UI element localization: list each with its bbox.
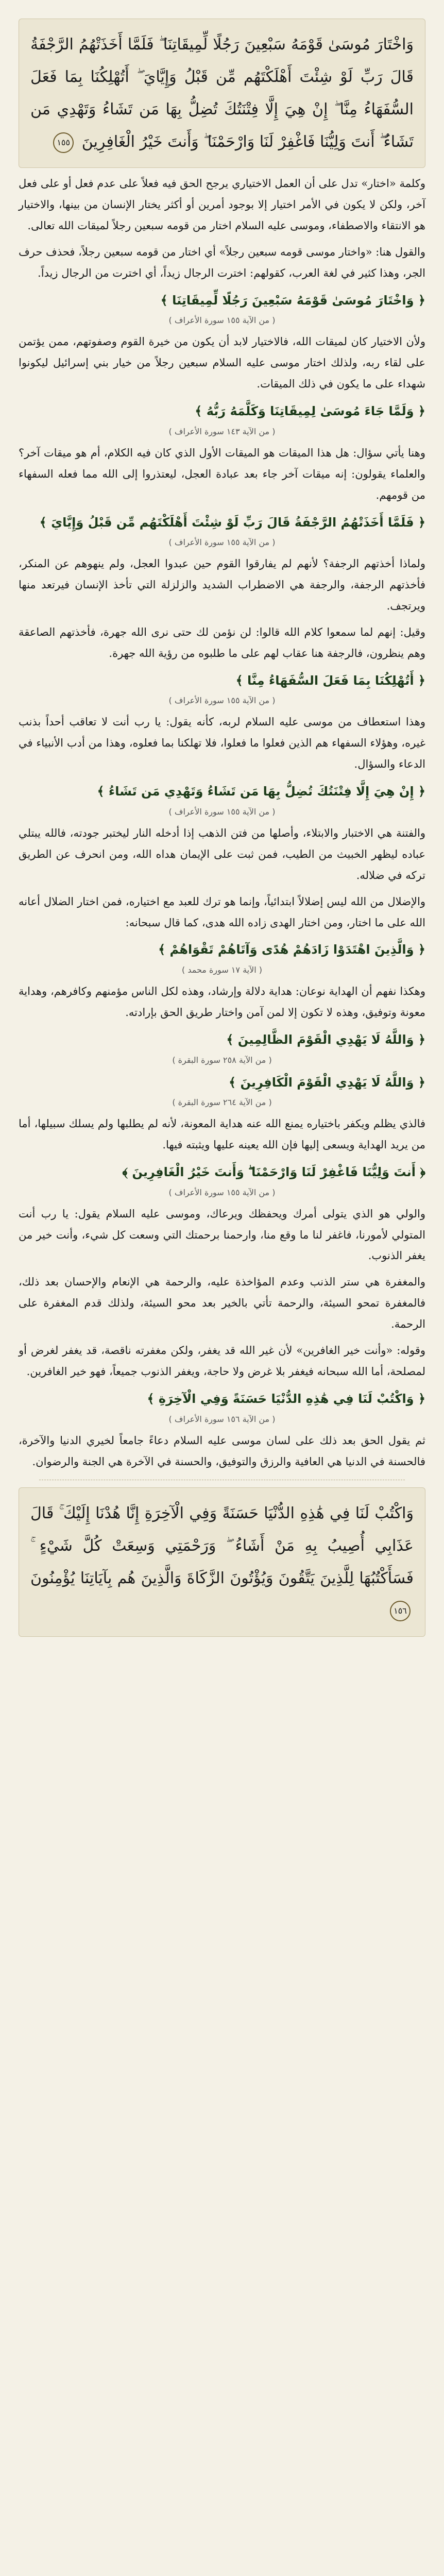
commentary-body — [19, 173, 425, 1472]
quoted-verse: ﴿ إِنْ هِيَ إِلَّا فِتْنَتُكَ تُضِلُّ بِهَا مَن تَشَاءُ وَتَهْدِي مَن تَشَاءُ ﴾ — [97, 784, 425, 799]
quoted-verse: ﴿ أَتُهْلِكُنَا بِمَا فَعَلَ السُّفَهَاءُ مِنَّا ﴾ — [235, 673, 425, 688]
verse-citation: ( من الآية ١٥٦ سورة الأعراف ) — [168, 1414, 276, 1424]
quoted-verse: ﴿ وَاخْتَارَ مُوسَىٰ قَوْمَهُ سَبْعِينَ رَجُلًا لِّمِيقَاتِنَا ﴾ — [160, 293, 425, 308]
verse-citation: ( من الآية ١٥٥ سورة الأعراف ) — [168, 537, 276, 548]
commentary-paragraph: والمغفرة هي ستر الذنب وعدم المؤاخذة عليه، والرحمة هي الإنعام والإحسان بعد ذلك، فالمغفرة تمحو السيئة، والرحمة تأتي بالخير بعد محو السيئة، ولذلك قدم المغفرة على الرحمة. — [19, 1276, 425, 1331]
verse-citation: ( من الآية ٢٥٨ سورة البقرة ) — [172, 1055, 272, 1065]
quoted-verse: ﴿ وَاللَّهُ لَا يَهْدِي الْقَوْمَ الظَّالِمِينَ ﴾ — [226, 1032, 425, 1047]
opening-verse-block — [19, 19, 425, 168]
commentary-paragraph: والإضلال من الله ليس إضلالاً ابتدائياً، وإنما هو ترك للعبد مع اختياره، فمن اختار الضلال أعانه الله على ما اختار، ومن اختار الهدى زاده الله هدى، كما قال سبحانه: — [19, 895, 425, 929]
quoted-verse: ﴿ فَلَمَّا أَخَذَتْهُمُ الرَّجْفَةُ قَالَ رَبِّ لَوْ شِئْتَ أَهْلَكْتَهُم مِّن قَبْلُ وَإِيَّايَ ﴾ — [39, 515, 425, 530]
commentary-paragraph: والقول هنا: «واختار موسى قومه سبعين رجلاً» أي اختار من قومه سبعين رجلاً، فحذف حرف الجر، وهذا كثير في لغة العرب، كقولهم: اخترت الرجال زيداً، أي اخترت من الرجال زيداً. — [19, 245, 425, 279]
verse-citation: ( من الآية ٢٦٤ سورة البقرة ) — [172, 1097, 272, 1108]
quoted-verse: ﴿ وَالَّذِينَ اهْتَدَوْا زَادَهُمْ هُدًى وَآتَاهُمْ تَقْوَاهُمْ ﴾ — [158, 942, 425, 957]
verse-number-marker: ١٥٥ — [53, 132, 74, 153]
commentary-paragraph: وكلمة «اختار» تدل على أن العمل الاختياري يرجح الحق فيه فعلاً على عدم فعل أو على فعل آخر، ولكن لا يكون في الأمر اختيار إلا بوجود أمرين أو أكثر يختار الإنسان من بينها، والاختيار هو الانتقاء والاصطفاء، وموسى عليه السلام اختار من قومه سبعين رجلاً لميقات الله تعالى. — [19, 177, 425, 232]
commentary-paragraph: وقوله: «وأنت خير الغافرين» لأن غير الله قد يغفر، ولكن مغفرته ناقصة، قد يغفر لغرض أو لمصلحة، أما الله سبحانه فيغفر بلا غرض ولا حاجة، ويغفر الذنوب جميعاً، فهو خير الغافرين. — [19, 1344, 425, 1378]
quoted-verse: ﴿ وَلَمَّا جَاءَ مُوسَىٰ لِمِيقَاتِنَا وَكَلَّمَهُ رَبُّهُ ﴾ — [195, 404, 425, 419]
commentary-paragraph: وقيل: إنهم لما سمعوا كلام الله قالوا: لن نؤمن لك حتى نرى الله جهرة، فأخذتهم الصاعقة وهم ينظرون، فالرجفة هنا عقاب لهم على ما طلبوه من رؤية الله جهرة. — [19, 625, 425, 659]
commentary-paragraph: ثم يقول الحق بعد ذلك على لسان موسى عليه السلام دعاءً جامعاً لخيري الدنيا والآخرة، فالحسنة في الدنيا هي العافية والرزق والتوفيق، والحسنة في الآخرة هي الجنة والرضوان. — [19, 1434, 425, 1468]
commentary-paragraph: ولأن الاختيار كان لميقات الله، فالاختيار لابد أن يكون من خيرة القوم وصفوتهم، ممن يؤتمن على لقاء ربه، ولذلك اختار موسى عليه السلام سبعين رجلاً من خيار بني إسرائيل ليكونوا شهداء على ما يكون في ذلك الميقات. — [19, 335, 425, 391]
commentary-paragraph: ولماذا أخذتهم الرجفة؟ لأنهم لم يفارقوا القوم حين عبدوا العجل، ولم ينهوهم عن المنكر، فأخذتهم الرجفة، والرجفة هي الاضطراب الشديد والزلزلة التي تأخذ الإنسان فيرتعد منها ويرتجف. — [19, 557, 425, 612]
commentary-paragraph: وهنا يأتي سؤال: هل هذا الميقات هو الميقات الأول الذي كان فيه الكلام، أم هو ميقات آخر؟ والعلماء يقولون: إنه ميقات آخر جاء بعد عبادة العجل، ليعتذروا إلى الله مما فعله السفهاء من قومهم. — [19, 446, 425, 501]
commentary-paragraph: فالذي يظلم ويكفر باختياره يمنع الله عنه هداية المعونة، لأنه لم يطلبها ولم يسلك سبيلها، أما من يريد الهداية ويسعى إليها فإن الله يعينه عليها ويثبته فيها. — [19, 1117, 425, 1151]
verse-citation: ( من الآية ١٤٣ سورة الأعراف ) — [168, 426, 276, 436]
closing-verse-block — [19, 1487, 425, 1637]
quoted-verse: ﴿ أَنتَ وَلِيُّنَا فَاغْفِرْ لَنَا وَارْحَمْنَا ۖ وَأَنتَ خَيْرُ الْغَافِرِينَ ﴾ — [122, 1165, 425, 1179]
verse-citation: ( من الآية ١٥٥ سورة الأعراف ) — [168, 315, 276, 326]
commentary-paragraph: والولي هو الذي يتولى أمرك ويحفظك ويرعاك، وموسى عليه السلام يقول: يا رب أنت المتولي لأمورنا، فاغفر لنا ما وقع منا، وارحمنا برحمتك التي وسعت كل شيء، وأنت خير من يغفر الذنوب. — [19, 1207, 425, 1262]
quoted-verse: ﴿ وَاللَّهُ لَا يَهْدِي الْقَوْمَ الْكَافِرِينَ ﴾ — [229, 1075, 425, 1090]
verse-citation: ( من الآية ١٥٥ سورة الأعراف ) — [168, 1187, 276, 1197]
commentary-paragraph: وهكذا نفهم أن الهداية نوعان: هداية دلالة وإرشاد، وهذه لكل الناس مؤمنهم وكافرهم، وهداية معونة وتوفيق، وهذه لا تكون إلا لمن آمن واختار طريق الحق بإرادته. — [19, 985, 425, 1019]
commentary-paragraph: والفتنة هي الاختبار والابتلاء، وأصلها من فتن الذهب إذا أدخله النار ليختبر جودته، فالله يبتلي عباده ليظهر الخبيث من الطيب، فمن ثبت على الإيمان هداه الله، ومن انحرف عن الطريق تركه في ضلاله. — [19, 826, 425, 882]
verse-citation: ( من الآية ١٥٥ سورة الأعراف ) — [168, 696, 276, 706]
opening-verse-text: وَاخْتَارَ مُوسَىٰ قَوْمَهُ سَبْعِينَ رَجُلًا لِّمِيقَاتِنَا ۖ فَلَمَّا أَخَذَتْهُمُ الرَّجْفَةُ قَالَ رَبِّ لَوْ شِئْتَ أَهْلَكْتَهُم مِّن قَبْلُ وَإِيَّايَ ۖ أَتُهْلِكُنَا بِمَا فَعَلَ السُّفَهَاءُ مِنَّا ۖ إِنْ هِيَ إِلَّا فِتْنَتُكَ تُضِلُّ بِهَا مَن تَشَاءُ وَتَهْدِي مَن تَشَاءُ ۖ أَنتَ وَلِيُّنَا فَاغْفِرْ لَنَا وَارْحَمْنَا ۖ وَأَنتَ خَيْرُ الْغَافِرِينَ — [30, 36, 414, 151]
verse-number-marker: ١٥٦ — [390, 1601, 411, 1621]
verse-citation: ( الآية ١٧ سورة محمد ) — [181, 965, 263, 975]
quoted-verse: ﴿ وَاكْتُبْ لَنَا فِي هَٰذِهِ الدُّنْيَا حَسَنَةً وَفِي الْآخِرَةِ ﴾ — [147, 1392, 425, 1406]
closing-verse-text: وَاكْتُبْ لَنَا فِي هَٰذِهِ الدُّنْيَا حَسَنَةً وَفِي الْآخِرَةِ إِنَّا هُدْنَا إِلَيْكَ ۚ قَالَ عَذَابِي أُصِيبُ بِهِ مَنْ أَشَاءُ ۖ وَرَحْمَتِي وَسِعَتْ كُلَّ شَيْءٍ ۚ فَسَأَكْتُبُهَا لِلَّذِينَ يَتَّقُونَ وَيُؤْتُونَ الزَّكَاةَ وَالَّذِينَ هُم بِآيَاتِنَا يُؤْمِنُونَ — [30, 1504, 414, 1587]
verse-citation: ( من الآية ١٥٥ سورة الأعراف ) — [168, 806, 276, 817]
commentary-paragraph: وهذا استعطاف من موسى عليه السلام لربه، كأنه يقول: يا رب أنت لا تعاقب أحداً بذنب غيره، وهؤلاء السفهاء هم الذين فعلوا ما فعلوا، فلا تهلكنا بما فعلوه، وهذا من أدب الأنبياء في الدعاء والسؤال. — [19, 716, 425, 771]
